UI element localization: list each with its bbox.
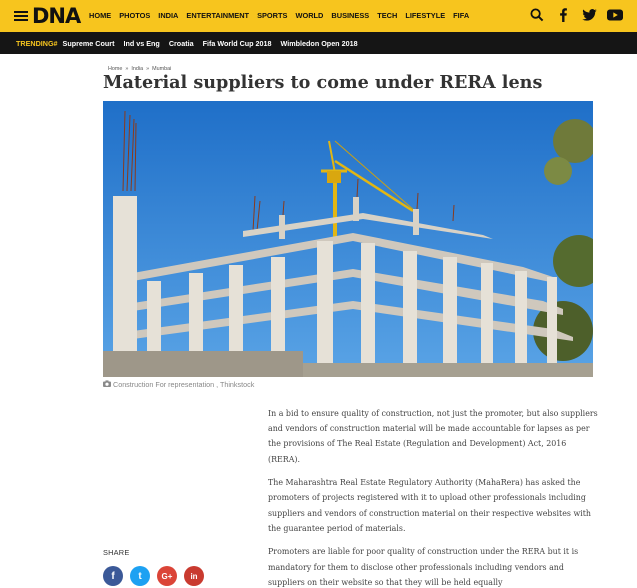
trending-item[interactable]: Croatia (168, 38, 194, 48)
trending-item[interactable]: Wimbledon Open 2018 (280, 38, 358, 48)
article-hero-image (103, 101, 593, 377)
caption-label: Construction (113, 380, 154, 389)
google-plus-share-button[interactable]: G+ (157, 566, 177, 586)
breadcrumb-home[interactable]: Home (108, 66, 123, 72)
breadcrumb-separator: » (125, 66, 129, 72)
youtube-icon[interactable] (607, 7, 623, 23)
main-nav (89, 11, 469, 20)
share-label: SHARE (103, 548, 130, 557)
site-header (0, 0, 637, 32)
linkedin-share-button[interactable]: in (184, 566, 204, 586)
nav-photos[interactable]: PHOTOS (119, 11, 151, 20)
search-icon[interactable] (529, 7, 545, 23)
article-paragraph: In a bid to ensure quality of construction, not just the promoter, but also suppliers and vendors of construction material will be made accountable for lapses as per the provisions of The Real Estate (Regulation and Development) Act, 2016 (RERA). (268, 409, 598, 464)
nav-fifa[interactable]: FIFA (453, 11, 470, 20)
caption-credit: For representation , Thinkstock (155, 380, 255, 389)
trending-item[interactable]: Ind vs Eng (123, 38, 160, 48)
header-icons (529, 7, 623, 23)
article-paragraph: Promoters are liable for poor quality of construction under the RERA but it is mandatory for them to disclose other professionals including vendors and suppliers on their website so that they will be held equally (268, 547, 579, 587)
nav-home[interactable]: HOME (89, 11, 112, 20)
trending-item[interactable]: Fifa World Cup 2018 (202, 38, 272, 48)
article-title: Material suppliers to come under RERA lens (103, 72, 543, 93)
nav-business[interactable]: BUSINESS (331, 11, 370, 20)
menu-icon[interactable] (14, 11, 28, 21)
facebook-share-button[interactable]: f (103, 566, 123, 586)
article-body (268, 406, 598, 588)
nav-sports[interactable]: SPORTS (257, 11, 288, 20)
nav-entertainment[interactable]: ENTERTAINMENT (186, 11, 250, 20)
trending-bar (0, 32, 637, 54)
breadcrumb-mumbai[interactable]: Mumbai (152, 66, 172, 72)
nav-lifestyle[interactable]: LIFESTYLE (405, 11, 446, 20)
trending-label: TRENDING# (16, 38, 58, 48)
share-buttons (103, 566, 204, 586)
twitter-share-button[interactable]: t (130, 566, 150, 586)
nav-tech[interactable]: TECH (377, 11, 398, 20)
breadcrumb-india[interactable]: India (131, 66, 144, 72)
site-logo[interactable]: DNA (32, 4, 81, 28)
facebook-icon[interactable] (555, 7, 571, 23)
nav-india[interactable]: INDIA (158, 11, 179, 20)
image-caption (103, 380, 254, 389)
twitter-icon[interactable] (581, 7, 597, 23)
nav-world[interactable]: WORLD (295, 11, 324, 20)
camera-icon (103, 380, 111, 389)
article-paragraph: The Maharashtra Real Estate Regulatory Authority (MahaRera) has asked the promoters of projects registered with it to upload other professionals including suppliers and vendors of construction material on their respective websites with the guarantee period of materials. (268, 478, 591, 533)
trending-item[interactable]: Supreme Court (62, 38, 115, 48)
breadcrumb-separator: » (146, 66, 150, 72)
